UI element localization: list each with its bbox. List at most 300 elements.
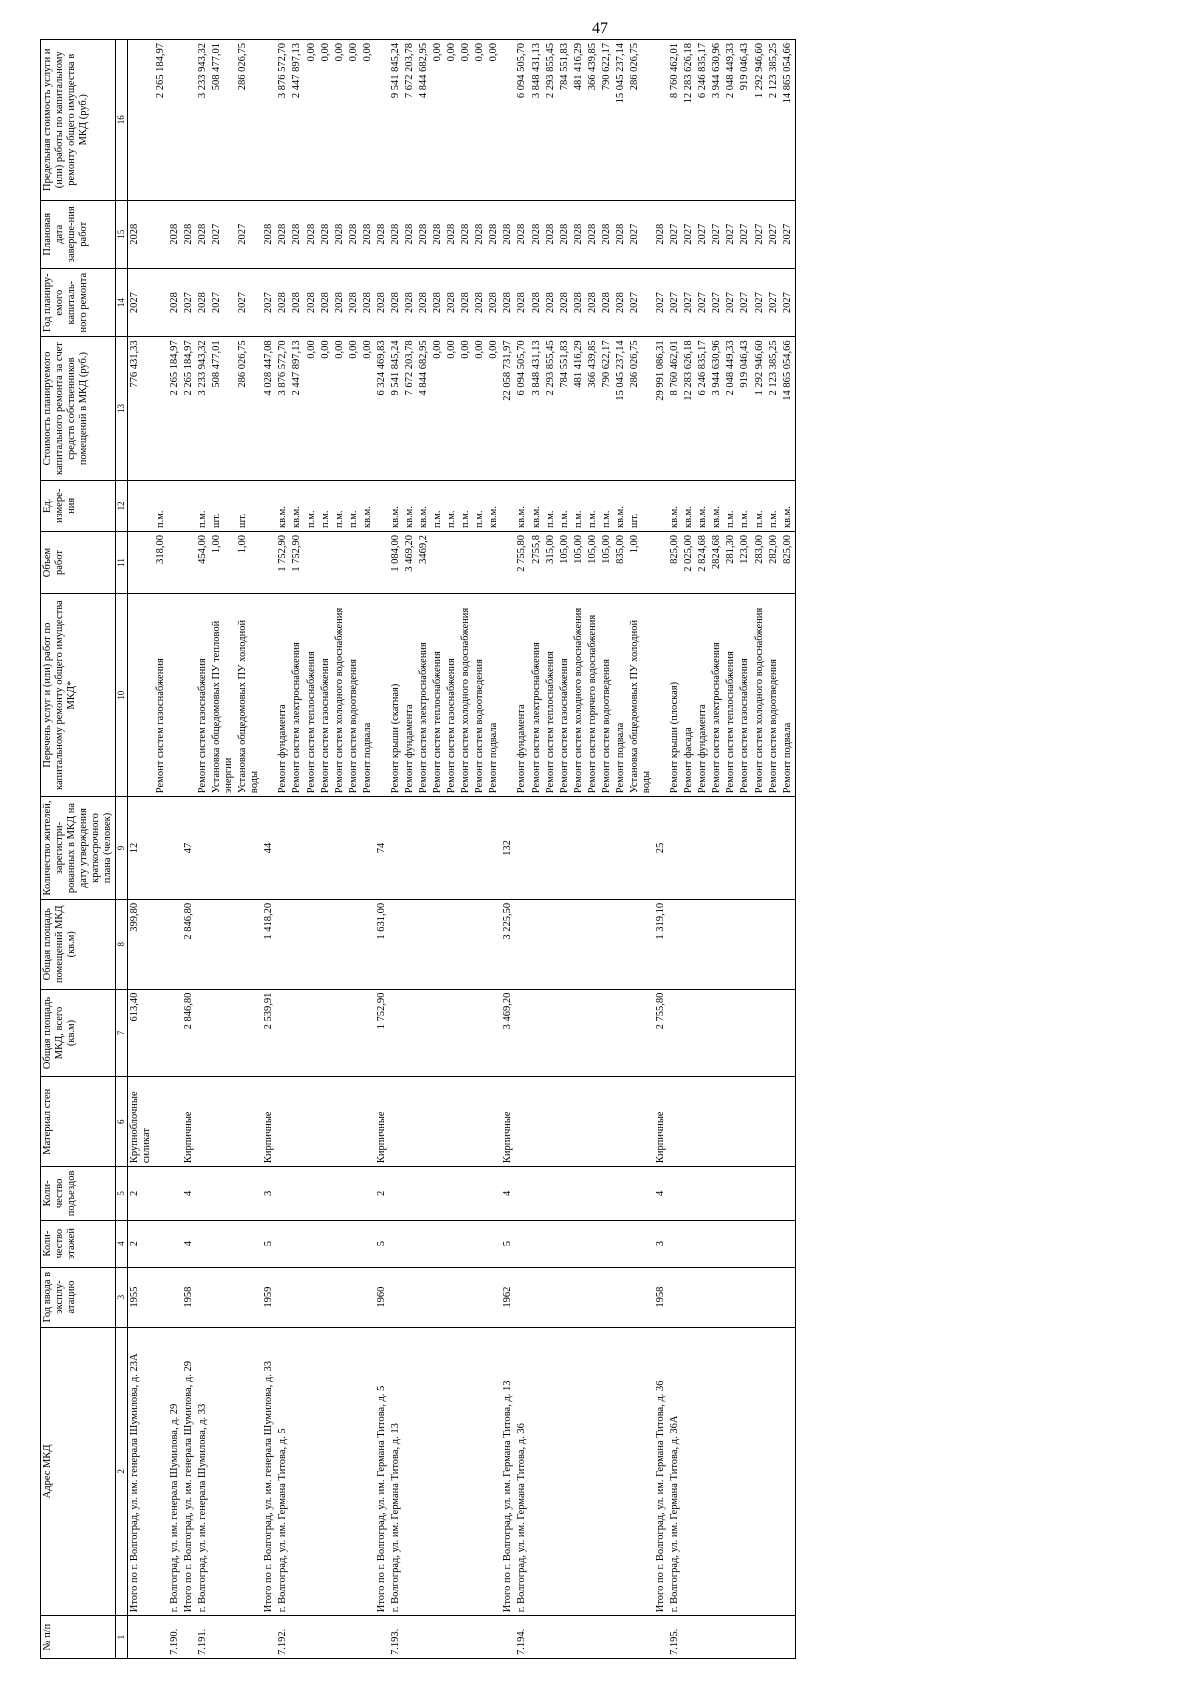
table-cell — [530, 899, 544, 989]
table-cell: 22 058 731,97 — [501, 336, 515, 479]
table-cell: 2 846,80 — [182, 989, 196, 1077]
table-cell: 15 045 237,14 — [614, 336, 628, 479]
table-cell — [614, 1076, 628, 1166]
table-cell: Ремонт крыши (плоская) — [668, 593, 682, 796]
table-cell: 2 — [127, 1166, 154, 1219]
table-cell: Ремонт подвала — [781, 593, 796, 796]
table-cell: 0,00 — [347, 336, 361, 479]
table-cell: 2027 — [668, 200, 682, 268]
table-cell — [753, 796, 767, 899]
table-cell — [710, 796, 724, 899]
table-cell: 2028 — [417, 200, 431, 268]
table-cell — [710, 1166, 724, 1219]
table-cell: Итого по г. Волгоград, ул. им. генерала Шумилова, д. 29 — [182, 1327, 196, 1616]
table-cell: 2027 — [781, 268, 796, 336]
table-cell — [696, 989, 710, 1077]
table-cell — [154, 1076, 168, 1166]
table-cell: п.м. — [459, 480, 473, 531]
table-cell — [361, 796, 375, 899]
table-cell: кв.м. — [781, 480, 796, 531]
table-cell: 105,00 — [600, 531, 614, 593]
table-cell — [614, 1615, 628, 1658]
table-cell: 5 — [375, 1220, 389, 1267]
table-cell: 1 292 946,60 — [753, 39, 767, 200]
table-cell: 2028 — [290, 268, 304, 336]
table-cell: 12 283 626,18 — [682, 39, 696, 200]
table-cell — [459, 1615, 473, 1658]
table-cell — [236, 1327, 262, 1616]
table-cell — [753, 989, 767, 1077]
header-cell: Стоимость планируемого капитального ремонта за счет средств собственников помещений в МКД (руб.) — [41, 336, 116, 479]
table-cell: 2027 — [668, 268, 682, 336]
table-cell — [431, 1076, 445, 1166]
table-cell — [168, 1220, 182, 1267]
table-cell — [459, 796, 473, 899]
table-cell: кв.м. — [403, 480, 417, 531]
table-cell — [182, 480, 196, 531]
table-cell: 2028 — [445, 200, 459, 268]
table-cell — [361, 1220, 375, 1267]
table-cell: 2027 — [236, 268, 262, 336]
table-cell — [445, 531, 459, 593]
table-cell: 508 477,01 — [210, 39, 236, 200]
table-cell — [127, 480, 154, 531]
table-cell: 1 752,90 — [290, 531, 304, 593]
header-cell: Коли-чество подъездов — [41, 1166, 116, 1219]
table-cell — [473, 899, 487, 989]
table-cell: 3 944 630,96 — [710, 336, 724, 479]
table-cell: 286 026,75 — [236, 39, 262, 200]
table-cell: 0,00 — [361, 336, 375, 479]
table-cell — [600, 1615, 614, 1658]
table-cell: Ремонт систем газоснабжения — [154, 593, 168, 796]
table-cell: кв.м. — [696, 480, 710, 531]
table-cell: 2028 — [614, 200, 628, 268]
table-cell — [431, 796, 445, 899]
table-cell: кв.м. — [530, 480, 544, 531]
table-cell — [668, 989, 682, 1077]
table-cell — [487, 1615, 501, 1658]
table-cell — [459, 1220, 473, 1267]
table-cell: 2028 — [614, 268, 628, 336]
table-cell — [375, 480, 389, 531]
table-cell: Ремонт подвала — [614, 593, 628, 796]
table-cell — [487, 796, 501, 899]
table-cell — [417, 1076, 431, 1166]
table-cell: 286 026,75 — [236, 336, 262, 479]
table-cell — [738, 1327, 752, 1616]
table-cell: 315,00 — [544, 531, 558, 593]
table-cell — [710, 989, 724, 1077]
table-cell: Ремонт систем электроснабжения — [710, 593, 724, 796]
table-cell — [781, 1220, 796, 1267]
table-cell — [572, 1615, 586, 1658]
table-cell — [682, 1327, 696, 1616]
table-cell — [668, 796, 682, 899]
table-cell: 2028 — [459, 200, 473, 268]
table-cell — [614, 1267, 628, 1327]
table-cell: 7.192. — [276, 1615, 290, 1658]
column-number: 12 — [116, 480, 127, 531]
table-cell — [738, 796, 752, 899]
table-cell: 5 — [262, 1220, 276, 1267]
header-cell: Общая площадь помещений МКД (кв.м) — [41, 899, 116, 989]
table-cell: Кирпичные — [182, 1076, 196, 1166]
table-cell: 2028 — [333, 268, 347, 336]
table-cell: 6 324 469,83 — [375, 336, 389, 479]
table-cell: 366 439,85 — [586, 336, 600, 479]
table-cell: 2028 — [586, 200, 600, 268]
table-cell: 2027 — [738, 200, 752, 268]
table-row — [710, 39, 724, 1658]
table-cell — [544, 796, 558, 899]
column-number: 5 — [116, 1166, 127, 1219]
table-row — [600, 39, 614, 1658]
table-cell: 784 551,83 — [558, 336, 572, 479]
table-cell: 1 319,10 — [654, 899, 668, 989]
table-cell — [724, 1615, 738, 1658]
table-cell: 0,00 — [333, 39, 347, 200]
table-cell — [431, 531, 445, 593]
table-cell — [614, 796, 628, 899]
rotated-table-container — [40, 39, 1160, 1659]
table-cell — [586, 989, 600, 1077]
table-cell — [459, 1166, 473, 1219]
table-cell — [515, 1076, 529, 1166]
table-cell: 2028 — [276, 268, 290, 336]
table-cell: 14 865 054,66 — [781, 336, 796, 479]
table-cell — [276, 1076, 290, 1166]
table-cell — [696, 1615, 710, 1658]
table-cell — [290, 796, 304, 899]
table-cell: Кирпичные — [654, 1076, 668, 1166]
table-cell: 281,30 — [724, 531, 738, 593]
table-cell — [738, 1267, 752, 1327]
table-cell — [696, 1327, 710, 1616]
table-cell — [696, 1220, 710, 1267]
table-cell — [361, 1615, 375, 1658]
table-cell — [305, 899, 319, 989]
table-cell — [210, 1220, 236, 1267]
table-cell: 2028 — [501, 268, 515, 336]
table-cell: 2028 — [515, 268, 529, 336]
table-cell: 2027 — [738, 268, 752, 336]
table-cell — [445, 989, 459, 1077]
table-cell: г. Волгоград, ул. им. генерала Шумилова, д. 29 — [168, 1327, 182, 1616]
table-cell: 2028 — [558, 200, 572, 268]
table-cell: 2028 — [196, 268, 210, 336]
table-cell: 2027 — [710, 200, 724, 268]
table-row — [319, 39, 333, 1658]
table-cell — [154, 1267, 168, 1327]
table-cell — [600, 989, 614, 1077]
table-cell: 919 046,43 — [738, 39, 752, 200]
table-cell — [319, 989, 333, 1077]
table-cell — [530, 1166, 544, 1219]
table-cell: Ремонт крыши (скатная) — [389, 593, 403, 796]
header-cell: Плановая дата заверше-ния работ — [41, 200, 116, 268]
table-cell — [333, 531, 347, 593]
table-cell — [319, 1327, 333, 1616]
table-cell — [168, 1166, 182, 1219]
table-cell — [738, 1076, 752, 1166]
table-cell: 3 469,20 — [403, 531, 417, 593]
table-cell — [530, 1220, 544, 1267]
table-cell: 790 622,17 — [600, 39, 614, 200]
header-cell: Предельная стоимость услуги и (или) работы по капитальному ремонту общего имущества в МКД (руб.) — [41, 39, 116, 200]
table-cell — [236, 1220, 262, 1267]
table-row — [628, 39, 654, 1658]
table-cell: 2028 — [544, 268, 558, 336]
table-cell — [668, 1267, 682, 1327]
table-cell: 2 824,68 — [696, 531, 710, 593]
table-cell: 2028 — [515, 200, 529, 268]
table-cell — [445, 899, 459, 989]
table-cell — [290, 1166, 304, 1219]
table-row — [767, 39, 781, 1658]
table-cell: 0,00 — [459, 39, 473, 200]
table-cell — [347, 899, 361, 989]
table-cell: 7.195. — [668, 1615, 682, 1658]
table-cell: 2028 — [403, 268, 417, 336]
table-cell — [682, 899, 696, 989]
table-row — [781, 39, 796, 1658]
table-cell: 0,00 — [473, 39, 487, 200]
table-cell: 2028 — [487, 268, 501, 336]
table-cell: п.м. — [305, 480, 319, 531]
table-row — [515, 39, 529, 1658]
table-cell — [305, 1267, 319, 1327]
table-cell — [600, 1076, 614, 1166]
table-cell: 3 469,20 — [501, 989, 515, 1077]
table-cell: 3 225,50 — [501, 899, 515, 989]
table-cell: 123,00 — [738, 531, 752, 593]
table-cell — [515, 899, 529, 989]
table-cell — [682, 1076, 696, 1166]
column-number: 7 — [116, 989, 127, 1077]
table-cell — [781, 899, 796, 989]
table-cell — [572, 796, 586, 899]
table-cell: Установка общедомовых ПУ холодной воды — [236, 593, 262, 796]
table-cell: шт. — [236, 480, 262, 531]
table-cell — [319, 1166, 333, 1219]
table-cell: Ремонт систем водоотведения — [473, 593, 487, 796]
column-number-row — [116, 39, 127, 1658]
header-cell: Материал стен — [41, 1076, 116, 1166]
table-cell — [375, 593, 389, 796]
table-cell — [305, 1166, 319, 1219]
table-row — [445, 39, 459, 1658]
table-cell — [696, 1076, 710, 1166]
table-cell — [724, 1327, 738, 1616]
table-cell: кв.м. — [487, 480, 501, 531]
table-row — [724, 39, 738, 1658]
table-cell: 2028 — [375, 268, 389, 336]
table-cell — [127, 39, 154, 200]
table-row — [487, 39, 501, 1658]
header-cell: Адрес МКД — [41, 1327, 116, 1616]
table-cell: 2027 — [724, 268, 738, 336]
table-cell: Ремонт систем газоснабжения — [558, 593, 572, 796]
table-cell — [403, 1166, 417, 1219]
table-cell — [182, 39, 196, 200]
header-cell: Перечень услуг и (или) работ по капитальному ремонту общего имущества МКД* — [41, 593, 116, 796]
table-cell — [290, 1615, 304, 1658]
table-cell: Ремонт систем горячего водоснабжения — [586, 593, 600, 796]
table-cell: 7.194. — [515, 1615, 529, 1658]
table-cell: 2028 — [375, 200, 389, 268]
table-cell — [487, 899, 501, 989]
table-cell — [305, 531, 319, 593]
table-cell: 4 — [654, 1166, 668, 1219]
table-cell — [389, 1166, 403, 1219]
table-cell — [628, 1615, 654, 1658]
table-cell: 105,00 — [572, 531, 586, 593]
table-cell — [473, 796, 487, 899]
table-cell: 919 046,43 — [738, 336, 752, 479]
table-cell — [417, 1166, 431, 1219]
table-cell: 2027 — [182, 268, 196, 336]
table-cell — [767, 1220, 781, 1267]
table-cell: 2 048 449,33 — [724, 336, 738, 479]
table-cell: 2028 — [347, 268, 361, 336]
table-cell — [168, 899, 182, 989]
table-cell — [417, 899, 431, 989]
table-cell — [333, 899, 347, 989]
table-cell — [210, 796, 236, 899]
table-cell — [305, 1327, 319, 1616]
table-cell — [628, 989, 654, 1077]
table-cell: 2 265 184,97 — [154, 39, 168, 200]
capital-repair-table — [40, 39, 796, 1659]
table-cell — [333, 1076, 347, 1166]
table-cell: Ремонт систем теплоснабжения — [305, 593, 319, 796]
table-cell: 613,40 — [127, 989, 154, 1077]
table-cell: Ремонт систем электроснабжения — [530, 593, 544, 796]
table-cell: 0,00 — [305, 336, 319, 479]
table-cell: 12 283 626,18 — [682, 336, 696, 479]
table-cell: 2027 — [724, 200, 738, 268]
table-cell — [347, 1166, 361, 1219]
table-cell: 2028 — [347, 200, 361, 268]
table-cell — [515, 1166, 529, 1219]
column-number: 10 — [116, 593, 127, 796]
column-number: 6 — [116, 1076, 127, 1166]
table-cell: кв.м. — [417, 480, 431, 531]
table-cell — [473, 531, 487, 593]
table-cell — [781, 796, 796, 899]
table-cell — [290, 1267, 304, 1327]
table-cell: 2027 — [682, 268, 696, 336]
table-cell — [210, 1267, 236, 1327]
page-number: 47 — [592, 20, 608, 37]
table-cell: Ремонт систем водоотведения — [600, 593, 614, 796]
table-cell: 2028 — [262, 200, 276, 268]
table-cell — [515, 989, 529, 1077]
table-cell — [628, 899, 654, 989]
table-cell: кв.м. — [710, 480, 724, 531]
table-cell — [724, 1267, 738, 1327]
table-cell — [375, 39, 389, 200]
table-cell: 1962 — [501, 1267, 515, 1327]
table-cell — [654, 531, 668, 593]
table-cell — [168, 1076, 182, 1166]
table-cell — [738, 1220, 752, 1267]
table-cell — [767, 989, 781, 1077]
table-cell — [724, 1220, 738, 1267]
table-cell: кв.м. — [361, 480, 375, 531]
table-cell — [724, 899, 738, 989]
table-cell — [558, 989, 572, 1077]
table-cell: 2028 — [473, 268, 487, 336]
table-cell — [210, 1166, 236, 1219]
table-cell: 6 246 835,17 — [696, 336, 710, 479]
table-cell: 2 755,80 — [515, 531, 529, 593]
table-cell — [753, 1076, 767, 1166]
table-cell — [403, 1220, 417, 1267]
table-cell — [668, 1166, 682, 1219]
table-cell: Итого по г. Волгоград, ул. им. Германа Титова, д. 5 — [375, 1327, 389, 1616]
header-cell: Год ввода в эксплу-атацию — [41, 1267, 116, 1327]
table-cell: г. Волгоград, ул. им. Германа Титова, д. 36А — [668, 1327, 682, 1616]
table-cell — [196, 989, 210, 1077]
table-cell: Ремонт фасада — [682, 593, 696, 796]
table-cell — [333, 796, 347, 899]
table-row — [236, 39, 262, 1658]
table-cell: 29 991 086,31 — [654, 336, 668, 479]
header-cell: Год планиру-емого капиталь-ного ремонта — [41, 268, 116, 336]
table-cell: 12 — [127, 796, 154, 899]
header-cell: № п/п — [41, 1615, 116, 1658]
table-cell — [290, 899, 304, 989]
table-cell — [738, 1615, 752, 1658]
table-cell: Итого по г. Волгоград, ул. им. генерала Шумилова, д. 23А — [127, 1327, 154, 1616]
table-cell — [586, 1166, 600, 1219]
table-cell: 7.193. — [389, 1615, 403, 1658]
table-cell: 1959 — [262, 1267, 276, 1327]
table-cell — [403, 989, 417, 1077]
table-cell — [182, 1615, 196, 1658]
table-cell — [558, 1327, 572, 1616]
table-cell — [600, 1267, 614, 1327]
table-cell — [389, 899, 403, 989]
table-cell: 1 752,90 — [375, 989, 389, 1077]
table-cell — [558, 1267, 572, 1327]
table-cell — [696, 796, 710, 899]
table-cell: 2 048 449,33 — [724, 39, 738, 200]
table-cell: 2 447 897,13 — [290, 336, 304, 479]
column-number: 3 — [116, 1267, 127, 1327]
table-cell: Установка общедомовых ПУ холодной воды — [628, 593, 654, 796]
table-cell — [347, 531, 361, 593]
table-cell: 286 026,75 — [628, 39, 654, 200]
table-cell — [319, 899, 333, 989]
table-cell: п.м. — [196, 480, 210, 531]
column-number: 14 — [116, 268, 127, 336]
table-cell: 2027 — [262, 268, 276, 336]
table-cell — [473, 1220, 487, 1267]
table-cell — [710, 1327, 724, 1616]
table-cell: 14 865 054,66 — [781, 39, 796, 200]
table-cell — [558, 1615, 572, 1658]
table-cell — [168, 593, 182, 796]
table-cell — [654, 593, 668, 796]
table-row — [501, 39, 515, 1658]
table-cell — [628, 1076, 654, 1166]
table-cell — [347, 796, 361, 899]
table-cell — [417, 1267, 431, 1327]
table-cell — [459, 989, 473, 1077]
